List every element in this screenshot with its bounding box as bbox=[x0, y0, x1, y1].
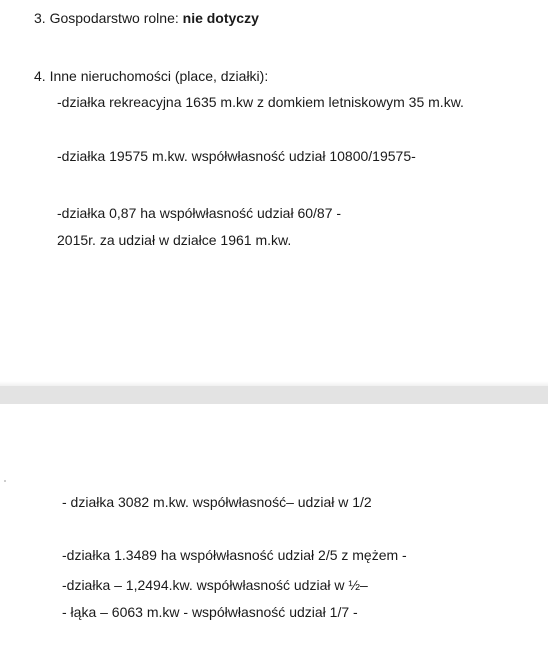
property-line-rekreacyjna: -działka rekreacyjna 1635 m.kw z domkiem letniskowym 35 m.kw. bbox=[57, 94, 464, 110]
item-4-heading: 4. Inne nieruchomości (place, działki): bbox=[34, 68, 269, 84]
property-line-19575: -działka 19575 m.kw. współwłasność udział 10800/19575- bbox=[57, 148, 416, 164]
item-3-line bbox=[34, 9, 259, 27]
page-break bbox=[0, 386, 548, 404]
property-line-3082: - działka 3082 m.kw. współwłasność– udział w 1/2 bbox=[62, 494, 372, 510]
property-line-12494: -działka – 1,2494.kw. współwłasność udział w ½– bbox=[62, 577, 368, 593]
item-3-value: nie dotyczy bbox=[182, 10, 259, 26]
property-line-13489: -działka 1.3489 ha współwłasność udział 2/5 z mężem - bbox=[62, 547, 407, 563]
property-line-2015: 2015r. za udział w działce 1961 m.kw. bbox=[57, 232, 292, 248]
item-3-label: 3. Gospodarstwo rolne: bbox=[34, 10, 183, 26]
scan-speck bbox=[4, 480, 6, 482]
property-line-087: -działka 0,87 ha współwłasność udział 60/87 - bbox=[57, 205, 342, 221]
property-line-laka: - łąka – 6063 m.kw - współwłasność udział 1/7 - bbox=[62, 604, 358, 620]
